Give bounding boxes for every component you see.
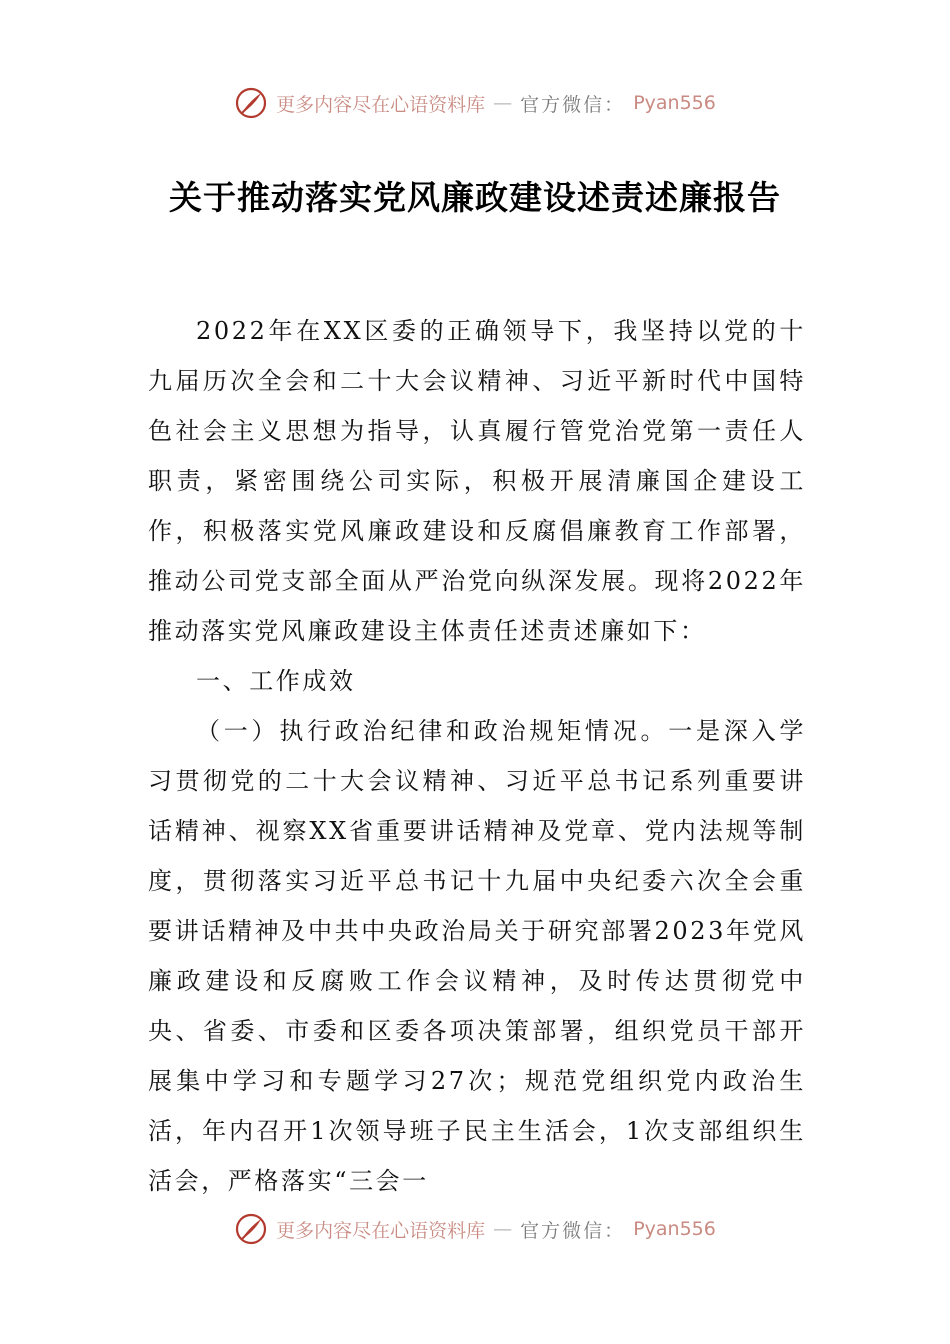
- watermark-separator: —: [493, 92, 513, 114]
- paragraph-political-discipline: （一）执行政治纪律和政治规矩情况。一是深入学习贯彻党的二十大会议精神、习近平总书记系列重要讲话精神、视察XX省重要讲话精神及党章、党内法规等制度，贯彻落实习近平总书记十九届中央纪委六次全会重要讲话精神及中共中央政治局关于研究部署2023年党风廉政建设和反腐败工作会议精神，及时传达贯彻党中央、省委、市委和区委各项决策部署，组织党员干部开展集中学习和专题学习27次；规范党组织党内政治生活，年内召开1次领导班子民主生活会，1次支部组织生活会，严格落实“三会一: [148, 717, 806, 1195]
- quill-logo-icon: [234, 86, 268, 120]
- watermark-official-label: 官方微信：: [520, 93, 626, 116]
- quill-logo-icon: [234, 1212, 268, 1246]
- watermark-main-text: 更多内容尽在心语资料库: [276, 93, 486, 116]
- watermark-wechat-id: Pyan556: [633, 1218, 716, 1240]
- watermark-separator: —: [493, 1218, 513, 1240]
- watermark-main-text: 更多内容尽在心语资料库: [276, 1219, 486, 1242]
- watermark-official-label: 官方微信：: [520, 1219, 626, 1242]
- document-body: [148, 306, 806, 1206]
- watermark-wechat-id: Pyan556: [633, 92, 716, 114]
- section-heading-results: 一、工作成效: [196, 667, 356, 695]
- paragraph-intro: 2022年在XX区委的正确领导下，我坚持以党的十九届历次全会和二十大会议精神、习近平新时代中国特色社会主义思想为指导，认真履行管党治党第一责任人职责，紧密围绕公司实际，积极开展清廉国企建设工作，积极落实党风廉政建设和反腐倡廉教育工作部署，推动公司党支部全面从严治党向纵深发展。现将2022年推动落实党风廉政建设主体责任述责述廉如下：: [148, 317, 806, 645]
- header-watermark: [0, 86, 950, 120]
- document-title: 关于推动落实党风廉政建设述责述廉报告: [169, 178, 781, 217]
- footer-watermark: [0, 1212, 950, 1246]
